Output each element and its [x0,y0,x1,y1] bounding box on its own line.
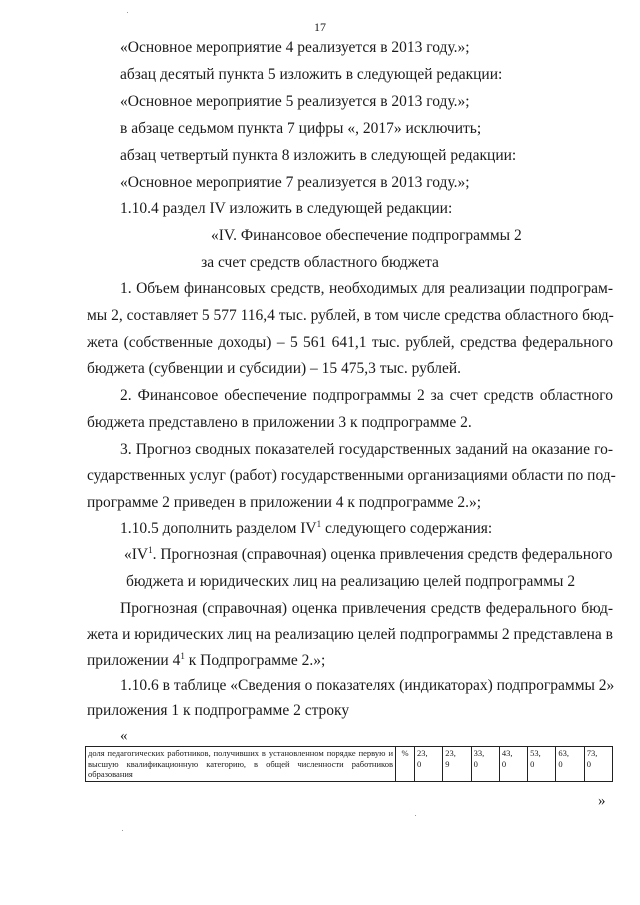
paragraph-line: бюджета (субвенции и субсидии) – 15 475,3 тыс. рублей. [87,360,462,377]
paragraph-line: жета и юридических лиц на реализацию целей подпрограммы 2 представлена в [87,626,613,643]
section-iv1-title-line1 [124,546,613,564]
title-text: «IV [124,546,149,563]
paragraph-line: бюджета представлено в приложении 3 к подпрограмме 2. [87,414,472,431]
indicator-description: доля педагогических работников, получивших в установленном порядке первую и высшую квалификационную категорию, в общей численности работников образования [86,747,396,782]
indicator-unit: % [396,747,415,782]
indicators-table [85,746,613,782]
indicator-value: 23, 9 [443,747,471,782]
open-quote: « [120,728,128,744]
section-iv-title-line1: «IV. Финансовое обеспечение подпрограммы 2 [211,227,522,244]
paragraph-line: программе 2 приведен в приложении 4 к подпрограмме 2.»; [87,494,482,511]
indicator-value: 43, 0 [499,747,527,782]
superscript: 1 [180,651,185,661]
scan-speck [415,815,416,816]
table-row [86,747,613,782]
paragraph-line [87,652,325,670]
paragraph-line: мы 2, составляет 5 577 116,4 тыс. рублей, в том числе средства областного бюд- [87,307,614,324]
item-text: следующего содержания: [321,520,493,537]
text-line: «Основное мероприятие 5 реализуется в 2013 году.»; [120,93,470,110]
text-line: «Основное мероприятие 7 реализуется в 2013 году.»; [120,174,470,191]
paragraph-line: Прогнозная (справочная) оценка привлечения средств федерального бюд- [120,600,613,617]
section-iv-title-line2: за счет средств областного бюджета [201,254,439,271]
item-text: 1.10.5 дополнить разделом IV [120,520,317,537]
indicator-value: 33, 0 [471,747,499,782]
superscript: 1 [148,545,153,555]
item-1-10-5 [120,520,492,538]
text-line: абзац десятый пункта 5 изложить в следующей редакции: [120,66,503,83]
scan-speck [127,12,128,13]
paragraph-line: сударственных услуг (работ) государственными организациями области по под- [87,467,616,484]
title-text: . Прогнозная (справочная) оценка привлечения средств федерального [152,546,613,563]
text-line: в абзаце седьмом пункта 7 цифры «, 2017» исключить; [120,120,482,137]
paragraph-line: 3. Прогноз сводных показателей государственных заданий на оказание го- [120,441,613,458]
superscript: 1 [316,519,322,529]
scan-speck [122,830,123,831]
indicator-value: 23, 0 [415,747,443,782]
close-quote: » [598,793,606,809]
paragraph-line: приложения 1 к подпрограмме 2 строку [87,702,350,719]
indicator-value: 63, 0 [556,747,584,782]
page-number: 17 [314,20,326,34]
paragraph-line: 1. Объем финансовых средств, необходимых для реализации подпрограм- [120,280,613,297]
paragraph-text: к Подпрограмме 2.»; [184,652,326,669]
text-line: абзац четвертый пункта 8 изложить в следующей редакции: [120,147,517,164]
paragraph-line: жета (собственные доходы) – 5 561 641,1 тыс. рублей, средства федерального [87,334,613,351]
text-line: «Основное мероприятие 4 реализуется в 2013 году.»; [120,39,470,56]
section-iv1-title-line2: бюджета и юридических лиц на реализацию целей подпрограммы 2 [126,573,576,590]
indicator-value: 73, 0 [584,747,612,782]
paragraph-line: 1.10.6 в таблице «Сведения о показателях (индикаторах) подпрограммы 2» [120,677,615,694]
text-line: 1.10.4 раздел IV изложить в следующей редакции: [120,200,453,217]
paragraph-text: приложении 4 [87,652,181,669]
indicator-value: 53, 0 [528,747,556,782]
paragraph-line: 2. Финансовое обеспечение подпрограммы 2 за счет средств областного [120,387,613,404]
